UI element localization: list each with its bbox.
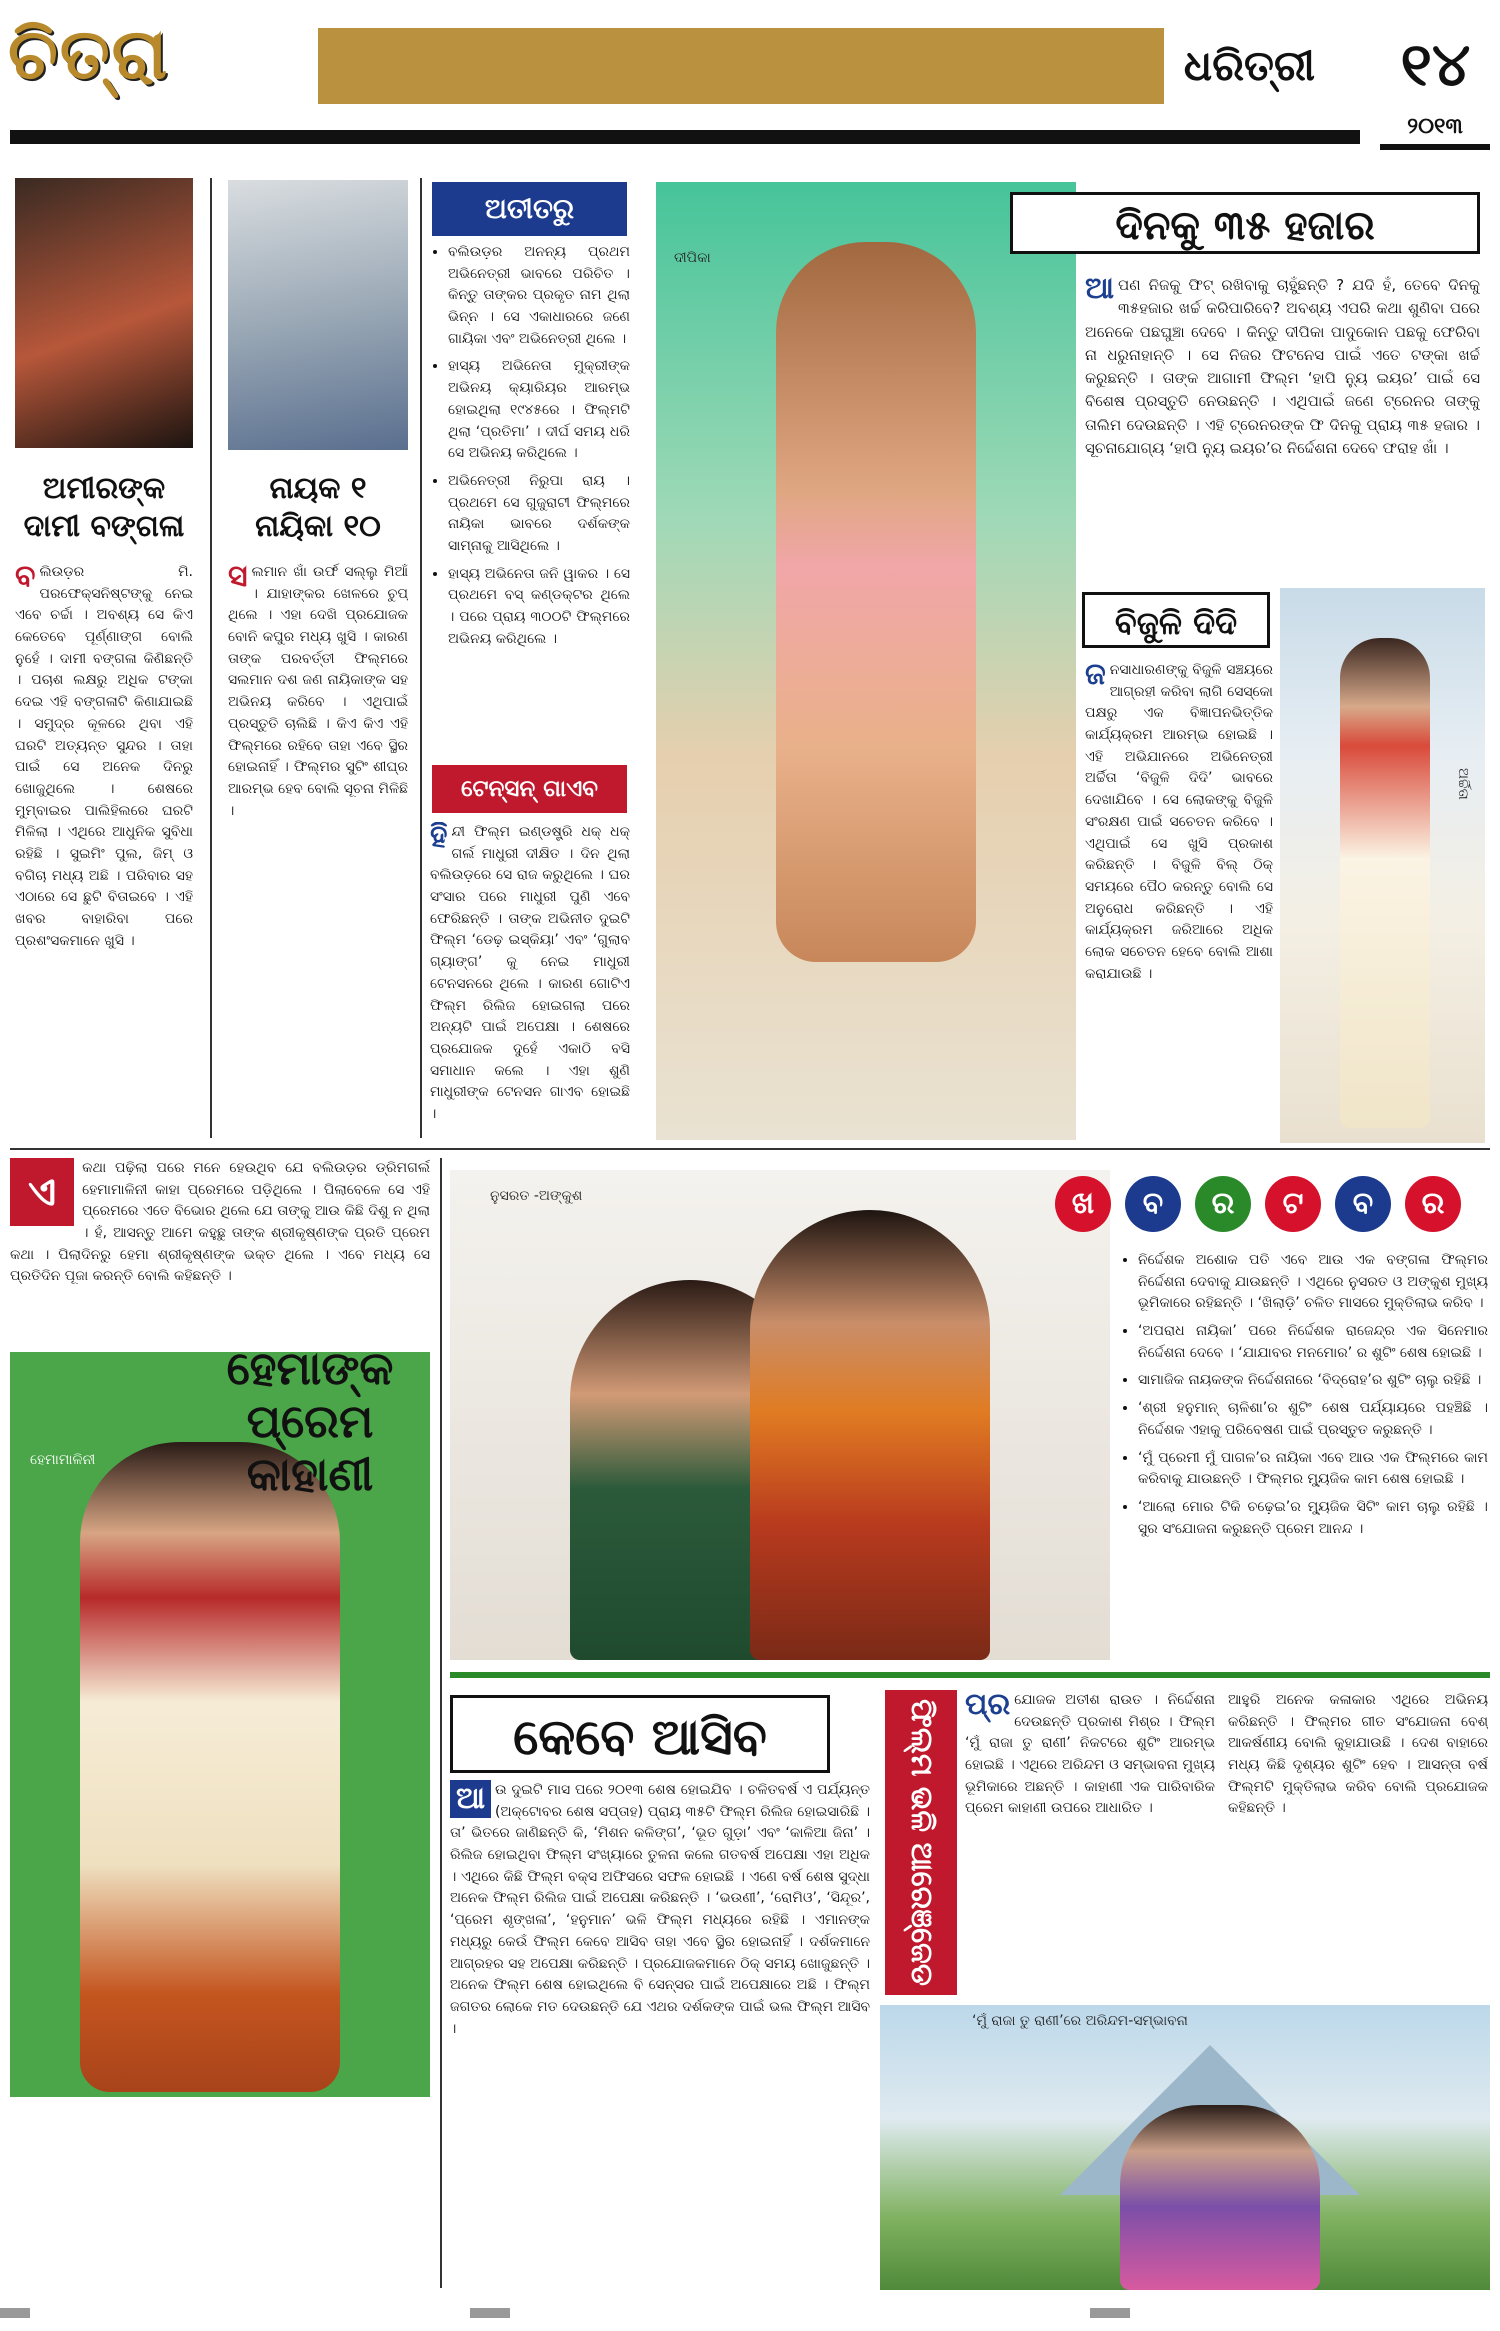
hema-heading (190, 1342, 430, 1501)
film-photo-caption: ‘ମୁଁ ରାଜା ତୁ ରାଣୀ’ରେ ଅରିନ୍ଦମ-ସମ୍ଭାବନା (972, 2013, 1188, 2029)
hema-figure (80, 1442, 340, 2092)
film-col2 (1228, 1690, 1488, 1995)
hema-dropcap: ଏ (10, 1158, 74, 1226)
kebe-article (450, 1780, 870, 2285)
page-number: ୧୪ (1400, 30, 1471, 100)
khabar-letter: ର (1405, 1176, 1461, 1232)
footer-marks (0, 2300, 1500, 2324)
hema-intro-body: କଥା ପଢ଼ିଲା ପରେ ମନେ ହେଉଥିବ ଯେ ବଲିଉଡ଼ର ଡ୍ରିମଗର୍ଲ ହେମାମାଳିନୀ କାହା ପ୍ରେମରେ ପଡ଼ିଥିଲେ । ପିଲାବେଳେ ସେ ଏହି ପ୍ରେମରେ ଏତେ ବିଭୋର ଥିଲେ ଯେ ତାଙ୍କୁ ଆଉ କିଛି ଦିଶୁ ନ ଥିଲା । ହଁ, ଆସନ୍ତୁ ଆମେ କହୁଛୁ ତାଙ୍କ ଶ୍ରୀକୃଷ୍ଣଙ୍କ ପ୍ରତି ପ୍ରେମ କଥା । ପିଲାଦିନରୁ ହେମା ଶ୍ରୀକୃଷ୍ଣଙ୍କ ଭକ୍ତ ଥିଲେ । ଏବେ ମଧ୍ୟ ସେ ପ୍ରତିଦିନ ପୂଜା କରନ୍ତି ବୋଲି କହିଛନ୍ତି । (10, 1160, 430, 1285)
deepika-heading: ଦିନକୁ ୩୫ ହଜାର (1010, 192, 1480, 254)
deepika-figure (776, 242, 976, 962)
film-vertical-title-text: ଫିଲ୍ମ ଭଳି ଆରେଞ୍ଜେଡ (904, 1698, 939, 1987)
khabar-letter: ଟ (1265, 1176, 1321, 1232)
khabar-item: • ନିର୍ଦ୍ଦେଶକ ଅଶୋକ ପତି ଏବେ ଆଉ ଏକ ବଙ୍ଗଳା ଫିଲ୍ମର ନିର୍ଦ୍ଦେଶନା ଦେବାକୁ ଯାଉଛନ୍ତି । ଏଥିରେ ନୁସରତ ଓ ଅଙ୍କୁଶ ମୁଖ୍ୟ ଭୂମିକାରେ ରହିଛନ୍ତି । ‘ଖିଲାଡ଼ି’ ଚଳିତ ମାସରେ ମୁକ୍ତିଲାଭ କରିବ । (1138, 1250, 1488, 1315)
bijuli-photo (1280, 588, 1485, 1143)
amir-article (15, 562, 193, 1100)
divider (420, 178, 422, 1138)
divider (10, 1148, 1490, 1150)
salman-body: ଲମାନ ଖାଁ ଉର୍ଫ ସଲ୍ଲୁ ମିଆଁ । ଯାହାଙ୍କର ଖେଳରେ ଚୁପ୍ ଥିଲେ । ଏହା ଦେଖି ପ୍ରଯୋଜକ ବୋନି କପୁର ମଧ୍ୟ ଖୁସି । କାରଣ ତାଙ୍କ ପରବର୍ତ୍ତୀ ଫିଲ୍ମରେ ସଲମାନ ଦଶ ଜଣ ନାୟିକାଙ୍କ ସହ ଅଭିନୟ କରିବେ । ଏଥିପାଇଁ ପ୍ରସ୍ତୁତି ଚାଲିଛି । କିଏ କିଏ ଏହି ଫିଲ୍ମରେ ରହିବେ ତାହା ଏବେ ସ୍ଥିର ହୋଇନାହିଁ । ଫିଲ୍ମର ସୁଟିଂ ଶୀଘ୍ର ଆରମ୍ଭ ହେବ ବୋଲି ସୂଚନା ମିଳିଛି । (228, 564, 408, 819)
header-bar (318, 28, 1355, 104)
bijuli-figure (1340, 638, 1430, 1128)
khabar-item: • ‘ମୁଁ ପ୍ରେମୀ ମୁଁ ପାଗଳ’ର ନାୟିକା ଏବେ ଆଉ ଏକ ଫିଲ୍ମରେ କାମ କରିବାକୁ ଯାଉଛନ୍ତି । ଫିଲ୍ମର ମ୍ୟୁଜିକ କାମ ଶେଷ ହୋଇଛି । (1138, 1448, 1488, 1491)
deepika-photo (656, 182, 1076, 1140)
amir-body: ଲିଉଡ଼ର ମି. ପରଫେକ୍ସନିଷ୍ଟଙ୍କୁ ନେଇ ଏବେ ଚର୍ଚ୍ଚା । ଅବଶ୍ୟ ସେ କିଏ କେତେବେ ପୂର୍ଣ୍ଣାଙ୍ଗ ବୋଲି ନୁହେଁ । ଦାମୀ ବଙ୍ଗଳା କିଣିଛନ୍ତି । ପଚାଶ ଲକ୍ଷରୁ ଅଧିକ ଟଙ୍କା ଦେଇ ଏହି ବଙ୍ଗଳାଟି କିଣାଯାଇଛି । ସମୁଦ୍ର କୂଳରେ ଥିବା ଏହି ଘରଟି ଅତ୍ୟନ୍ତ ସୁନ୍ଦର । ତାହା ପାଇଁ ସେ ଅନେକ ଦିନରୁ ଖୋଜୁଥିଲେ । ଶେଷରେ ମୁମ୍ବାଇର ପାଲିହିଲରେ ଘରଟି ମିଳିଲା । ଏଥିରେ ଆଧୁନିକ ସୁବିଧା ରହିଛି । ସୁଇମିଂ ପୁଲ, ଜିମ୍ ଓ ବଗିଚା ମଧ୍ୟ ଅଛି । ପରିବାର ସହ ଏଠାରେ ସେ ଛୁଟି ବିତାଇବେ । ଏହି ଖବର ବାହାରିବା ପରେ ପ୍ରଶଂସକମାନେ ଖୁସି । (15, 564, 193, 949)
divider (450, 1672, 1490, 1678)
khabar-item: • ‘ଅପରାଧ ନାୟିକା’ ପରେ ନିର୍ଦ୍ଦେଶକ ରାଜେନ୍ଦ୍ର ଏକ ସିନେମାର ନିର୍ଦ୍ଦେଶନା ଦେବେ । ‘ଯାଯାବର ମନମୋର’ ର ଶୁଟିଂ ଶେଷ ହୋଇଛି । (1138, 1321, 1488, 1364)
khabar-letter: ବ (1335, 1176, 1391, 1232)
deepika-photo-caption: ଦୀପିକା (674, 250, 711, 266)
khabar-photo-caption: ନୁସରତ -ଅଙ୍କୁଶ (490, 1188, 583, 1204)
khabar-letter: ବ (1125, 1176, 1181, 1232)
salman-photo (228, 180, 408, 450)
ankush-figure (750, 1210, 990, 1660)
khabar-letters (1055, 1176, 1495, 1236)
bijuli-dropcap: ଜ (1085, 660, 1106, 692)
hema-heading-text: ହେମାଙ୍କ ପ୍ରେମ କାହାଣୀ (226, 1341, 394, 1501)
section-label: ଧରିତ୍ରୀ (1164, 28, 1355, 104)
atitaru-item: • ହାସ୍ୟ ଅଭିନେତା ମୁକ୍ରୀଙ୍କ ଅଭିନୟ କ୍ୟାରିୟର ଆରମ୍ଭ ହୋଇଥିଲା ୧୯୪୫ରେ । ଫିଲ୍ମଟି ଥିଲା ‘ପ୍ରତିମା’ । ଦୀର୍ଘ ସମୟ ଧରି ସେ ଅଭିନୟ କରିଥିଲେ । (448, 356, 630, 464)
deepika-body: ପଣ ନିଜକୁ ଫିଟ୍ ରଖିବାକୁ ଚାହୁଁଛନ୍ତି ? ଯଦି ହଁ, ତେବେ ଦିନକୁ ୩୫ହଜାର ଖର୍ଚ୍ଚ କରିପାରିବେ? ଅବଶ୍ୟ ଏପରି କଥା ଶୁଣିବା ପରେ ଅନେକେ ପଛଘୁଞ୍ଚା ଦେବେ । କିନ୍ତୁ ଦୀପିକା ପାଦୁକୋନ ପଛକୁ ଫେରିବା ନା ଧରୁନାହାନ୍ତି । ସେ ନିଜର ଫିଟନେସ ପାଇଁ ଏତେ ଟଙ୍କା ଖର୍ଚ୍ଚ କରୁଛନ୍ତି । ତାଙ୍କ ଆଗାମୀ ଫିଲ୍ମ ‘ହାପି ନ୍ୟୁ ଇୟର’ ପାଇଁ ସେ ବିଶେଷ ପ୍ରସ୍ତୁତି ନେଉଛନ୍ତି । ଏଥିପାଇଁ ଜଣେ ଟ୍ରେନର ତାଙ୍କୁ ତାଲିମ ଦେଉଛନ୍ତି । ଏହି ଟ୍ରେନରଙ୍କ ଫି ଦିନକୁ ପ୍ରାୟ ୩୫ ହଜାର । ସୂଚନାଯୋଗ୍ୟ ‘ହାପି ନ୍ୟୁ ଇୟର’ର ନିର୍ଦ୍ଦେଶନା ଦେବେ ଫରାହ ଖାଁ । (1085, 276, 1480, 457)
atitaru-item: • ହାସ୍ୟ ଅଭିନେତା ଜନି ୱାକର । ସେ ପ୍ରଥମେ ବସ୍ କଣ୍ଡକ୍ଟର ଥିଲେ । ପରେ ପ୍ରାୟ ୩୦୦ଟି ଫିଲ୍ମରେ ଅଭିନୟ କରିଥିଲେ । (448, 564, 630, 651)
hema-photo-caption: ହେମାମାଳିନୀ (30, 1452, 96, 1468)
film-couple (1120, 2105, 1320, 2290)
khabar-list (1120, 1250, 1488, 1655)
bijuli-article (1085, 660, 1273, 1140)
film-photo (880, 2005, 1490, 2290)
nusrat-ankush-photo (450, 1170, 1110, 1660)
issue-year: ୨୦୧୩ (1380, 110, 1490, 150)
bijuli-heading: ବିଜୁଳି ଦିଦି (1082, 592, 1270, 648)
tension-body: ନ୍ଦୀ ଫିଲ୍ମ ଇଣ୍ଡଷ୍ଟ୍ରି ଧକ୍ ଧକ୍ ଗର୍ଲ ମାଧୁରୀ ଦୀକ୍ଷିତ । ଦିନ ଥିଲା ବଲିଉଡ଼ରେ ସେ ରାଜ କରୁଥିଲେ । ଘର ସଂସାର ପରେ ମାଧୁରୀ ପୁଣି ଏବେ ଫେରିଛନ୍ତି । ତାଙ୍କ ଅଭିନୀତ ଦୁଇଟି ଫିଲ୍ମ ‘ଡେଢ଼ ଇସ୍କିୟା’ ଏବଂ ‘ଗୁଲାବ ଗ୍ୟାଙ୍ଗ’ କୁ ନେଇ ମାଧୁରୀ ଟେନସନରେ ଥିଲେ । କାରଣ ଗୋଟିଏ ଫିଲ୍ମ ରିଲିଜ ହୋଇଗଲା ପରେ ଅନ୍ୟଟି ପାଇଁ ଅପେକ୍ଷା । ଶେଷରେ ପ୍ରଯୋଜକ ଦୁହେଁ ଏକାଠି ବସି ସମାଧାନ କଲେ । ଏହା ଶୁଣି ମାଧୁରୀଙ୍କ ଟେନସନ ଗାଏବ ହୋଇଛି । (430, 824, 630, 1122)
kebe-heading: କେବେ ଆସିବ (450, 1695, 830, 1773)
divider (440, 1158, 442, 2288)
film-col1 (965, 1690, 1215, 1995)
tension-heading: ଟେନ୍ସନ୍ ଗାଏବ (432, 765, 627, 813)
khabar-letter: ଖ (1055, 1176, 1111, 1232)
bijuli-body: ନସାଧାରଣଙ୍କୁ ବିଜୁଳି ସଞ୍ଚୟରେ ଆଗ୍ରହୀ କରିବା ଲାଗି ସେସ୍କୋ ପକ୍ଷରୁ ଏକ ବିଜ୍ଞାପନଭିତ୍ତିକ କାର୍ଯ୍ୟକ୍ରମ ଆରମ୍ଭ ହୋଇଛି । ଏହି ଅଭିଯାନରେ ଅଭିନେତ୍ରୀ ଅର୍ଚ୍ଚିତା ‘ବିଜୁଳି ଦିଦି’ ଭାବରେ ଦେଖାଯିବେ । ସେ ଲୋକଙ୍କୁ ବିଜୁଳି ସଂରକ୍ଷଣ ପାଇଁ ସଚେତନ କରିବେ । ଏଥିପାଇଁ ସେ ଖୁସି ପ୍ରକାଶ କରିଛନ୍ତି । ବିଜୁଳି ବିଲ୍ ଠିକ୍ ସମୟରେ ପୈଠ କରନ୍ତୁ ବୋଲି ସେ ଅନୁରୋଧ କରିଛନ୍ତି । ଏହି କାର୍ଯ୍ୟକ୍ରମ ଜରିଆରେ ଅଧିକ ଲୋକ ସଚେତନ ହେବେ ବୋଲି ଆଶା କରାଯାଉଛି । (1085, 662, 1273, 982)
footer-mark (470, 2308, 510, 2318)
tension-dropcap: ହି (430, 822, 448, 854)
khabar-item: • ‘ଆଲୋ ମୋର ଟିକି ଚଢ଼େଇ’ର ମ୍ୟୁଜିକ ସିଟିଂ କାମ ଚାଲୁ ରହିଛି । ସୁର ସଂଯୋଜନା କରୁଛନ୍ତି ପ୍ରେମ ଆନନ୍ଦ । (1138, 1497, 1488, 1540)
salman-article (228, 562, 408, 1100)
atitaru-item: • ବଲିଉଡ଼ର ଅନନ୍ୟ ପ୍ରଥମ ଅଭିନେତ୍ରୀ ଭାବରେ ପରିଚିତ । କିନ୍ତୁ ତାଙ୍କର ପ୍ରକୃତ ନାମ ଥିଲା ଭିନ୍ନ । ସେ ଏକାଧାରରେ ଜଣେ ଗାୟିକା ଏବଂ ଅଭିନେତ୍ରୀ ଥିଲେ । (448, 242, 630, 350)
atitaru-heading: ଅତୀତରୁ (432, 182, 627, 236)
khabar-item: • ସାମାଜିକ ନାୟକଙ୍କ ନିର୍ଦ୍ଦେଶନାରେ ‘ବିଦ୍ରୋହ’ର ଶୁଟିଂ ଚାଲୁ ରହିଛି । (1138, 1370, 1488, 1392)
footer-mark (0, 2308, 30, 2318)
atitaru-item: • ଅଭିନେତ୍ରୀ ନିରୁପା ରାୟ । ପ୍ରଥମେ ସେ ଗୁଜୁରାଟୀ ଫିଲ୍ମରେ ନାୟିକା ଭାବରେ ଦର୍ଶକଙ୍କ ସାମ୍ନାକୁ ଆସିଥିଲେ । (448, 471, 630, 558)
salman-heading: ନାୟକ ୧ ନାୟିକା ୧୦ (255, 471, 381, 544)
divider (210, 178, 212, 1138)
salman-dropcap: ସ (228, 562, 248, 594)
atitaru-list (430, 242, 630, 742)
film-col2-body: ଆହୁରି ଅନେକ କଳାକାର ଏଥିରେ ଅଭିନୟ କରିଛନ୍ତି । ଫିଲ୍ମର ଗୀତ ସଂଯୋଜନା ବେଶ୍ ଆକର୍ଷଣୀୟ ବୋଲି କୁହାଯାଉଛି । ଦେଶ ବାହାରେ ମଧ୍ୟ କିଛି ଦୃଶ୍ୟର ଶୁଟିଂ ହେବ । ଆସନ୍ତା ବର୍ଷ ଫିଲ୍ମଟି ମୁକ୍ତିଲାଭ କରିବ ବୋଲି ପ୍ରଯୋଜକ କହିଛନ୍ତି । (1228, 1692, 1488, 1817)
film-col1-body: ଯୋଜକ ଅତୀଶ ରାଉତ । ନିର୍ଦ୍ଦେଶନା ଦେଉଛନ୍ତି ପ୍ରକାଶ ମିଶ୍ର । ଫିଲ୍ମ ‘ମୁଁ ରାଜା ତୁ ରାଣୀ’ ନିକଟରେ ଶୁଟିଂ ଆରମ୍ଭ ହୋଇଛି । ଏଥିରେ ଅରିନ୍ଦମ ଓ ସମ୍ଭାବନା ମୁଖ୍ୟ ଭୂମିକାରେ ଅଛନ୍ତି । କାହାଣୀ ଏକ ପାରିବାରିକ ପ୍ରେମ କାହାଣୀ ଉପରେ ଆଧାରିତ । (965, 1692, 1215, 1817)
tension-article (430, 822, 630, 1137)
kebe-dropcap: ଆ (450, 1780, 491, 1818)
header-rule (10, 130, 1360, 144)
khabar-letter: ର (1195, 1176, 1251, 1232)
bijuli-photo-caption: ଅର୍ଚ୍ଚିତା (1455, 768, 1471, 800)
film-vertical-title (885, 1690, 957, 1995)
masthead-logo: ଚିତ୍ରା (8, 13, 170, 95)
film-dropcap: ପ୍ର (965, 1690, 1011, 1722)
deepika-article (1085, 274, 1480, 579)
khabar-item: • ‘ଶ୍ରୀ ହନୁମାନ୍ ଚାଳିଶା’ର ଶୁଟିଂ ଶେଷ ପର୍ଯ୍ୟାୟରେ ପହଞ୍ଚିଛି । ନିର୍ଦ୍ଦେଶକ ଏହାକୁ ପରିବେଷଣ ପାଇଁ ପ୍ରସ୍ତୁତ କରୁଛନ୍ତି । (1138, 1398, 1488, 1441)
kebe-body: ଉ ଦୁଇଟି ମାସ ପରେ ୨୦୧୩ ଶେଷ ହୋଇଯିବ । ଚଳିତବର୍ଷ ଏ ପର୍ଯ୍ୟନ୍ତ (ଅକ୍ଟୋବର ଶେଷ ସପ୍ତାହ) ପ୍ରାୟ ୩୫ଟି ଫିଲ୍ମ ରିଲିଜ ହୋଇସାରିଛି । ତା’ ଭିତରେ ଜାଣିଛନ୍ତି କି, ‘ମିଶନ କଳିଙ୍ଗ’, ‘ଭୂତ ଗୁଡ଼ା’ ଏବଂ ‘କାଳିଆ ଜିନା’ । ରିଲିଜ ହୋଇଥିବା ଫିଲ୍ମ ସଂଖ୍ୟାରେ ତୁଳନା କଲେ ଗତବର୍ଷ ଅପେକ୍ଷା ଏହା ଅଧିକ । ଏଥିରେ କିଛି ଫିଲ୍ମ ବକ୍ସ ଅଫିସରେ ସଫଳ ହୋଇଛି । ଏଣେ ବର୍ଷ ଶେଷ ସୁଦ୍ଧା ଅନେକ ଫିଲ୍ମ ରିଲିଜ ପାଇଁ ଅପେକ୍ଷା କରିଛନ୍ତି । ‘ଭଉଣୀ’, ‘ରୋମିଓ’, ‘ସିନ୍ଦୂର’, ‘ପ୍ରେମ ଶୃଙ୍ଖଳା’, ‘ହନୁମାନ’ ଭଳି ଫିଲ୍ମ ମଧ୍ୟରେ ରହିଛି । ଏମାନଙ୍କ ମଧ୍ୟରୁ କେଉଁ ଫିଲ୍ମ କେବେ ଆସିବ ତାହା ଏବେ ସ୍ଥିର ହୋଇନାହିଁ । ଦର୍ଶକମାନେ ଆଗ୍ରହର ସହ ଅପେକ୍ଷା କରିଛନ୍ତି । ପ୍ରଯୋଜକମାନେ ଠିକ୍ ସମୟ ଖୋଜୁଛନ୍ତି । ଅନେକ ଫିଲ୍ମ ଶେଷ ହୋଇଥିଲେ ବି ସେନ୍ସର ପାଇଁ ଅପେକ୍ଷାରେ ଅଛି । ଫିଲ୍ମ ଜଗତର ଲୋକେ ମତ ଦେଉଛନ୍ତି ଯେ ଏଥର ଦର୍ଶକଙ୍କ ପାଇଁ ଭଲ ଫିଲ୍ମ ଆସିବ । (450, 1782, 870, 2037)
footer-mark (1090, 2308, 1130, 2318)
amir-heading: ଅମୀରଙ୍କ ଦାମୀ ବଙ୍ଗଳା (23, 471, 185, 544)
amir-photo (15, 178, 193, 448)
deepika-dropcap: ଆ (1085, 274, 1115, 306)
amir-dropcap: ବ (15, 562, 36, 594)
hema-intro (10, 1158, 430, 1343)
